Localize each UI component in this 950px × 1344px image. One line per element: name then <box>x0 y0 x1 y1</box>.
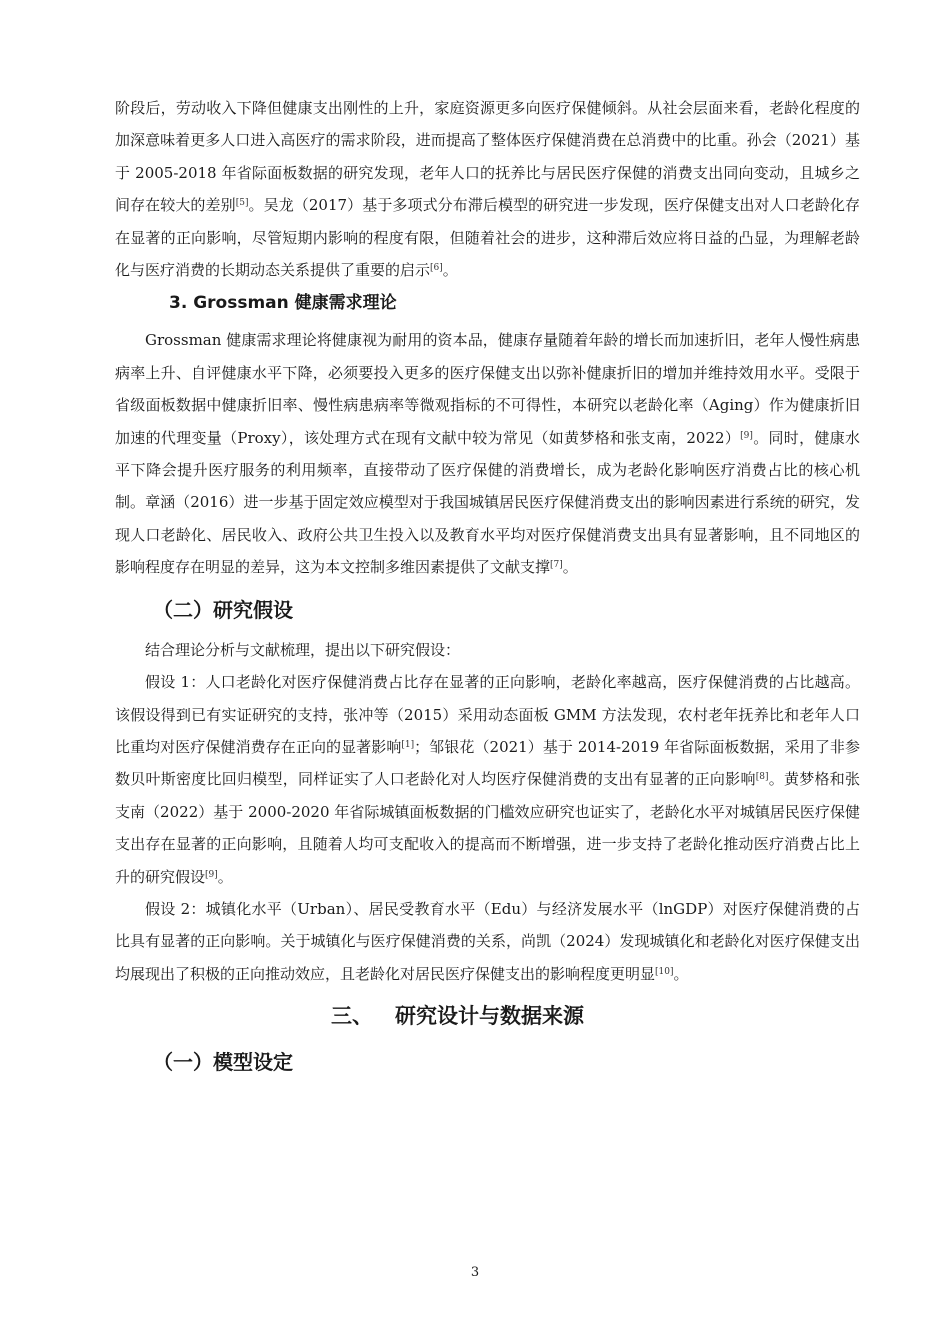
citation-ref: [9] <box>205 869 218 880</box>
section-heading: （二）研究假设 <box>153 597 293 622</box>
citation-ref: [10] <box>655 966 674 977</box>
citation-ref: [8] <box>755 772 769 783</box>
body-paragraph <box>115 92 860 286</box>
chapter-number: 三、 <box>331 1004 373 1029</box>
citation-ref: [1] <box>401 739 415 750</box>
section-heading: （一）模型设定 <box>153 1050 293 1075</box>
paragraph-text: 阶段后，劳动收入下降但健康支出刚性的上升，家庭资源更多向医疗保健倾斜。从社会层面来看，老龄化程度的加深意味着更多人口进入高医疗的需求阶段，进而提高了整体医疗保健消费在总消费中的比重。孙会（2021）基于 2005-2018 年省际面板数据的研究发现，老年人口的抚养比与居民医疗保健的消费支出同向变动，且城乡之间存在较大的差别 <box>115 99 860 215</box>
paragraph-text: Grossman 健康需求理论将健康视为耐用的资本品，健康存量随着年龄的增长而加速折旧，老年人慢性病患病率上升、自评健康水平下降，必须要投入更多的医疗保健支出以弥补健康折旧的增加并维持效用水平。受限于省级面板数据中健康折旧率、慢性病患病率等微观指标的不可得性，本研究以老龄化率（Aging）作为健康折旧加速的代理变量（Proxy），该处理方式在现有文献中较为常见（如黄梦格和张支南，2022） <box>115 331 860 447</box>
page-number: 3 <box>470 1265 480 1280</box>
paragraph-text: 。 <box>562 558 578 577</box>
subsection-heading: 3. Grossman 健康需求理论 <box>169 293 397 314</box>
citation-ref: [5] <box>235 198 249 209</box>
body-paragraph <box>115 666 860 893</box>
paragraph-text: 。 <box>673 964 689 983</box>
chapter-heading <box>115 996 860 1036</box>
paragraph-text: 。 <box>442 261 458 280</box>
body-paragraph <box>115 893 860 990</box>
paragraph-text: 。吴龙（2017）基于多项式分布滞后模型的研究进一步发现，医疗保健支出对人口老龄化存在显著的正向影响，尽管短期内影响的程度有限，但随着社会的进步，这种滞后效应将日益的凸显，为理解老龄化与医疗消费的长期动态关系提供了重要的启示 <box>115 196 860 280</box>
citation-ref: [6] <box>430 263 443 274</box>
page-content <box>115 92 860 1086</box>
citation-ref: [7] <box>550 560 563 571</box>
paragraph-text: 。黄梦格和张支南（2022）基于 2000-2020 年省际城镇面板数据的门槛效应研究也证实了，老龄化水平对城镇居民医疗保健支出存在显著的正向影响，且随着人均可支配收入的提高而不断增强，进一步支持了老龄化推动医疗消费占比上升的研究假设 <box>115 770 860 886</box>
paragraph-text: 。同时，健康水平下降会提升医疗服务的利用频率，直接带动了医疗保健的消费增长，成为老龄化影响医疗消费占比的核心机制。章涵（2016）进一步基于固定效应模型对于我国城镇居民医疗保健消费支出的影响因素进行系统的研究，发现人口老龄化、居民收入、政府公共卫生投入以及教育水平均对医疗保健消费支出具有显著影响，且不同地区的影响程度存在明显的差异，这为本文控制多维因素提供了文献支撑 <box>115 428 860 577</box>
paragraph-text: 。 <box>217 867 233 886</box>
paragraph-text: ；邹银花（2021）基于 2014-2019 年省际面板数据，采用了非参数贝叶斯密度比回归模型，同样证实了人口老龄化对人均医疗保健消费的支出有显著的正向影响 <box>115 737 860 789</box>
citation-ref: [9] <box>740 430 753 441</box>
paragraph-text: 假设 1：人口老龄化对医疗保健消费占比存在显著的正向影响，老龄化率越高，医疗保健消费的占比越高。该假设得到已有实证研究的支持，张冲等（2015）采用动态面板 GMM 方法发现，农村老年抚养比和老年人口比重均对医疗保健消费存在正向的显著影响 <box>115 673 860 756</box>
paragraph-text: 假设 2：城镇化水平（Urban）、居民受教育水平（Edu）与经济发展水平（lnGDP）对医疗保健消费的占比具有显著的正向影响。关于城镇化与医疗保健消费的关系，尚凯（2024）发现城镇化和老龄化对医疗保健支出均展现出了积极的正向推动效应，且老龄化对居民医疗保健支出的影响程度更明显 <box>115 899 860 983</box>
body-paragraph <box>115 324 860 583</box>
chapter-title: 研究设计与数据来源 <box>395 1004 584 1029</box>
body-paragraph: 结合理论分析与文献梳理，提出以下研究假设： <box>145 640 461 659</box>
